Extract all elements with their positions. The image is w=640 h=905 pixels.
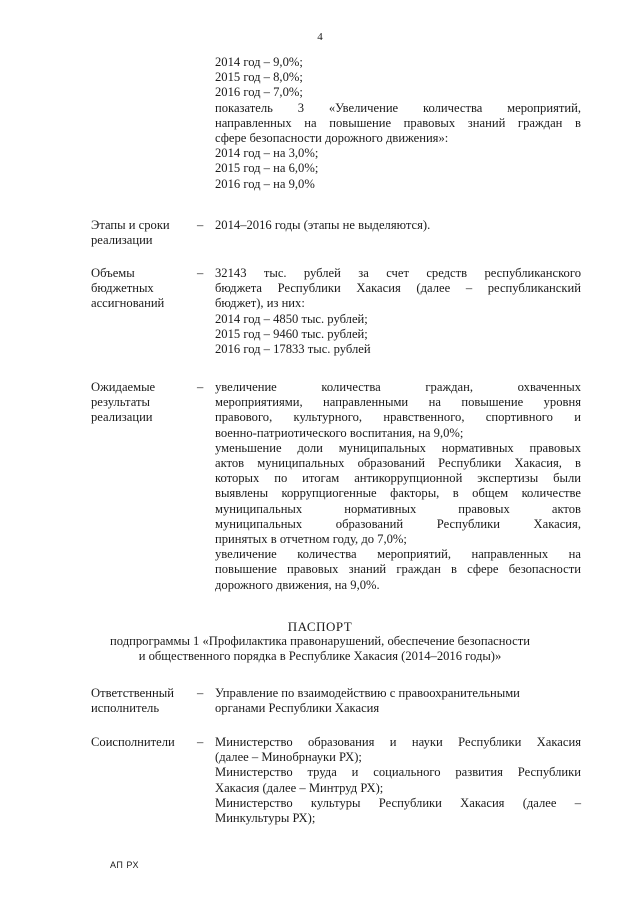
label-line: реализации	[91, 410, 153, 425]
text-line: правового, культурного, нравственного, спортивного и	[215, 410, 581, 425]
text-line: бюджет), из них:	[215, 296, 305, 311]
text-line: актов муниципальных образований Республики Хакасия, в	[215, 456, 581, 471]
page-number: 4	[317, 31, 323, 43]
text-line: повышение правовых знаний граждан в сфере безопасности	[215, 562, 581, 577]
text-line: 32143 тыс. рублей за счет средств республиканского	[215, 266, 581, 280]
row-label	[91, 218, 191, 248]
label-line: бюджетных	[91, 281, 154, 296]
row-dash: –	[197, 735, 204, 749]
text-line: направленных на повышение правовых знаний граждан в	[215, 115, 581, 130]
passport-subtitle-line-1: подпрограммы 1 «Профилактика правонарушений, обеспечение безопасности	[110, 634, 530, 649]
passport-subtitle-line-2: и общественного порядка в Республике Хакасия (2014–2016 годы)»	[138, 649, 502, 664]
text-line: дорожного движения, на 9,0%.	[215, 577, 380, 592]
passport-heading	[0, 619, 640, 665]
text-line: 2014 год – 9,0%;	[215, 55, 303, 69]
text-line: 2014 год – 4850 тыс. рублей;	[215, 311, 368, 326]
label-line: Ожидаемые	[91, 380, 156, 394]
text-line: Министерство культуры Республики Хакасия (далее –	[215, 795, 581, 810]
text-line: 2015 год – на 6,0%;	[215, 161, 319, 176]
label-line: Этапы и сроки	[91, 218, 170, 232]
label-line: реализации	[91, 233, 153, 248]
row-dash: –	[197, 380, 204, 394]
row-label	[91, 380, 191, 426]
text-line: бюджета Республики Хакасия (далее – республиканский	[215, 281, 581, 296]
text-line: Минкультуры РХ);	[215, 811, 316, 826]
text-line: военно-патриотического воспитания, на 9,0%;	[215, 425, 464, 440]
text-line: Министерство труда и социального развития Республики	[215, 765, 581, 780]
text-line: сфере безопасности дорожного движения»:	[215, 131, 449, 146]
footer-mark: АП РХ	[110, 860, 139, 870]
text-line: 2015 год – 8,0%;	[215, 70, 303, 85]
text-line: 2016 год – 17833 тыс. рублей	[215, 342, 371, 357]
row-dash: –	[197, 218, 204, 232]
row-value	[215, 380, 581, 593]
text-line: Хакасия (далее – Минтруд РХ);	[215, 780, 384, 795]
row-value	[215, 686, 581, 716]
label-line: Соисполнители	[91, 735, 175, 749]
row-label	[91, 686, 191, 716]
text-line: органами Республики Хакасия	[215, 701, 380, 716]
text-line: выявлены коррупциогенные факторы, в общем количестве	[215, 486, 581, 501]
text-line: муниципальных нормативных правовых актов	[215, 501, 581, 516]
row-label	[91, 735, 191, 750]
text-line: Министерство образования и науки Республики Хакасия	[215, 735, 581, 749]
row-value	[215, 735, 581, 826]
label-line: Объемы	[91, 266, 135, 280]
text-line: муниципальных образований Республики Хакасия,	[215, 516, 581, 531]
text-line: 2014–2016 годы (этапы не выделяются).	[215, 218, 431, 232]
label-line: ассигнований	[91, 296, 165, 311]
text-line: мероприятиями, направленными на повышение уровня	[215, 395, 581, 410]
text-line: 2015 год – 9460 тыс. рублей;	[215, 326, 368, 341]
text-line: принятых в отчетном году, до 7,0%;	[215, 532, 407, 547]
label-line: результаты	[91, 395, 150, 410]
row-value	[215, 266, 581, 357]
row-dash: –	[197, 686, 204, 700]
text-line: Управление по взаимодействию с правоохранительными	[215, 686, 520, 700]
text-line: увеличение количества граждан, охваченных	[215, 380, 581, 394]
text-line: показатель 3 «Увеличение количества мероприятий,	[215, 100, 581, 115]
text-line: уменьшение доли муниципальных нормативных правовых	[215, 440, 581, 455]
row-value	[215, 218, 581, 233]
row-label	[91, 266, 191, 312]
targets-values	[215, 55, 581, 192]
text-line: 2016 год – 7,0%;	[215, 85, 303, 100]
row-dash: –	[197, 266, 204, 280]
label-line: исполнитель	[91, 701, 160, 716]
passport-title: ПАСПОРТ	[287, 619, 353, 634]
text-line: 2014 год – на 3,0%;	[215, 146, 319, 161]
text-line: 2016 год – на 9,0%	[215, 176, 315, 191]
label-line: Ответственный	[91, 686, 174, 700]
text-line: (далее – Минобрнауки РХ);	[215, 750, 362, 765]
text-line: увеличение количества мероприятий, направленных на	[215, 547, 581, 562]
text-line: которых по итогам антикоррупционной экспертизы были	[215, 471, 581, 486]
